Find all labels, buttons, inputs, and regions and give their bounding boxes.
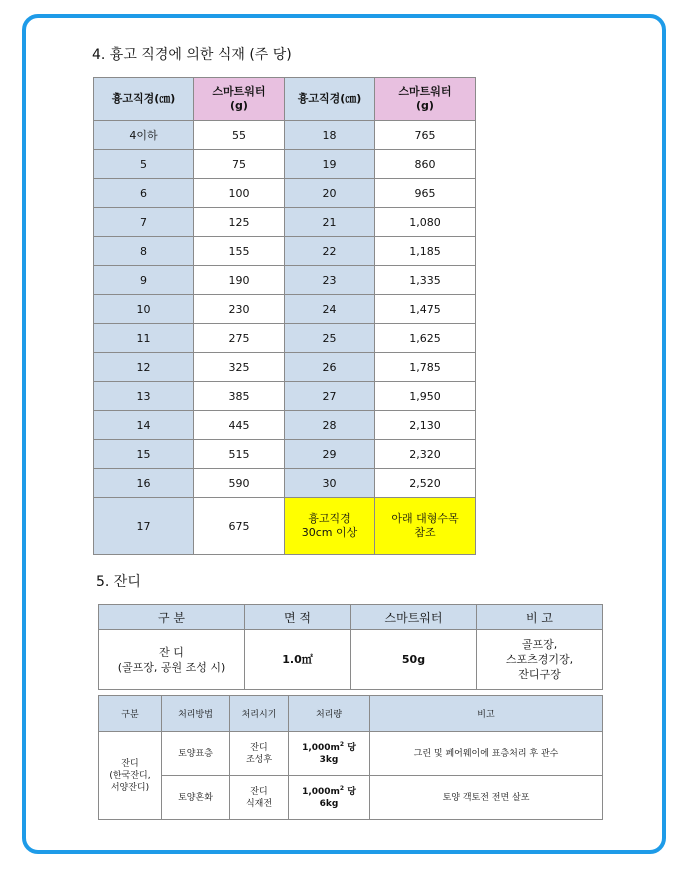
diameter-cell: 15: [94, 440, 194, 469]
table-header-row: [99, 605, 603, 630]
table-row: [94, 295, 476, 324]
diameter-cell: 14: [94, 411, 194, 440]
smartwater-cell: 55: [194, 121, 285, 150]
smartwater-cell: 1,080: [375, 208, 476, 237]
header-area: 면 적: [245, 605, 351, 630]
diameter-cell: 20: [285, 179, 375, 208]
table-row: [94, 324, 476, 353]
diameter-cell: 19: [285, 150, 375, 179]
header-smartwater-2: 스마트워터 (g): [375, 78, 476, 121]
smartwater-cell: 1,185: [375, 237, 476, 266]
table-row: [94, 469, 476, 498]
diameter-cell: 28: [285, 411, 375, 440]
turf-area-table: [98, 604, 603, 690]
diameter-cell: 25: [285, 324, 375, 353]
diameter-cell: 30: [285, 469, 375, 498]
table-row: [94, 121, 476, 150]
smartwater-cell: 675: [194, 498, 285, 555]
table-row: [94, 411, 476, 440]
diameter-cell: 11: [94, 324, 194, 353]
remarks-cell: 그린 및 페어웨이에 표층처리 후 관수: [370, 732, 603, 776]
diameter-cell: 4이하: [94, 121, 194, 150]
method-cell: 토양혼화: [162, 776, 230, 820]
smartwater-cell: 100: [194, 179, 285, 208]
diameter-cell: 8: [94, 237, 194, 266]
smartwater-cell: 515: [194, 440, 285, 469]
turf-category-cell: 잔 디 (골프장, 공원 조성 시): [99, 630, 245, 690]
diameter-cell: 5: [94, 150, 194, 179]
table-row: [99, 732, 603, 776]
table-row: [94, 382, 476, 411]
remarks-cell: 토양 객토전 전면 살포: [370, 776, 603, 820]
diameter-over-30-cell: 흉고직경 30cm 이상: [285, 498, 375, 555]
header-remarks: 비 고: [477, 605, 603, 630]
table-row: [94, 353, 476, 382]
amount-cell: $1,000m^2$ 당 3kg: [289, 732, 370, 776]
table-header-row: [94, 78, 476, 121]
smartwater-cell: 2,520: [375, 469, 476, 498]
smartwater-cell: 590: [194, 469, 285, 498]
table-header-row: [99, 696, 603, 732]
diameter-cell: 22: [285, 237, 375, 266]
section-4-title: 4. 흉고 직경에 의한 식재 (주 당): [92, 47, 292, 63]
diameter-cell: 18: [285, 121, 375, 150]
table-row: [94, 266, 476, 295]
diameter-cell: 27: [285, 382, 375, 411]
smartwater-cell: 1,475: [375, 295, 476, 324]
header-diameter-1: 흉고직경(㎝): [94, 78, 194, 121]
diameter-cell: 23: [285, 266, 375, 295]
diameter-cell: 29: [285, 440, 375, 469]
table-row: [99, 630, 603, 690]
header-timing: 처리시기: [230, 696, 289, 732]
smartwater-cell: 190: [194, 266, 285, 295]
table-row: [94, 150, 476, 179]
timing-cell: 잔디 식재전: [230, 776, 289, 820]
diameter-cell: 26: [285, 353, 375, 382]
header-method: 처리방법: [162, 696, 230, 732]
smartwater-amount-cell: 50g: [351, 630, 477, 690]
smartwater-cell: 385: [194, 382, 285, 411]
smartwater-cell: 1,625: [375, 324, 476, 353]
diameter-cell: 21: [285, 208, 375, 237]
diameter-cell: 16: [94, 469, 194, 498]
diameter-cell: 17: [94, 498, 194, 555]
smartwater-cell: 445: [194, 411, 285, 440]
header-category: 구 분: [99, 605, 245, 630]
large-tree-reference-cell: 아래 대형수목 참조: [375, 498, 476, 555]
diameter-cell: 6: [94, 179, 194, 208]
header-smartwater-1: 스마트워터 (g): [194, 78, 285, 121]
table-row: [94, 179, 476, 208]
smartwater-cell: 765: [375, 121, 476, 150]
smartwater-cell: 2,130: [375, 411, 476, 440]
smartwater-cell: 1,335: [375, 266, 476, 295]
smartwater-cell: 2,320: [375, 440, 476, 469]
diameter-cell: 24: [285, 295, 375, 324]
diameter-cell: 7: [94, 208, 194, 237]
smartwater-cell: 860: [375, 150, 476, 179]
diameter-cell: 10: [94, 295, 194, 324]
smartwater-cell: 125: [194, 208, 285, 237]
smartwater-cell: 155: [194, 237, 285, 266]
turf-type-cell: 잔디 (한국잔디, 서양잔디): [99, 732, 162, 820]
table-row: [94, 237, 476, 266]
trunk-diameter-table: [93, 77, 476, 555]
header-remarks: 비고: [370, 696, 603, 732]
header-diameter-2: 흉고직경(㎝): [285, 78, 375, 121]
amount-cell: $1,000m^2$ 당 6kg: [289, 776, 370, 820]
table-row-last: [94, 498, 476, 555]
smartwater-cell: 230: [194, 295, 285, 324]
area-cell: 1.0㎡: [245, 630, 351, 690]
smartwater-cell: 275: [194, 324, 285, 353]
turf-treatment-table: [98, 695, 603, 820]
header-category: 구분: [99, 696, 162, 732]
table-row: [94, 440, 476, 469]
section-5-title: 5. 잔디: [96, 574, 141, 590]
table-row: [99, 776, 603, 820]
smartwater-cell: 325: [194, 353, 285, 382]
header-amount: 처리량: [289, 696, 370, 732]
diameter-cell: 12: [94, 353, 194, 382]
timing-cell: 잔디 조성후: [230, 732, 289, 776]
smartwater-cell: 1,785: [375, 353, 476, 382]
header-smartwater: 스마트워터: [351, 605, 477, 630]
smartwater-cell: 75: [194, 150, 285, 179]
method-cell: 토양표층: [162, 732, 230, 776]
remarks-cell: 골프장, 스포츠경기장, 잔디구장: [477, 630, 603, 690]
table-row: [94, 208, 476, 237]
diameter-cell: 9: [94, 266, 194, 295]
smartwater-cell: 965: [375, 179, 476, 208]
smartwater-cell: 1,950: [375, 382, 476, 411]
diameter-cell: 13: [94, 382, 194, 411]
